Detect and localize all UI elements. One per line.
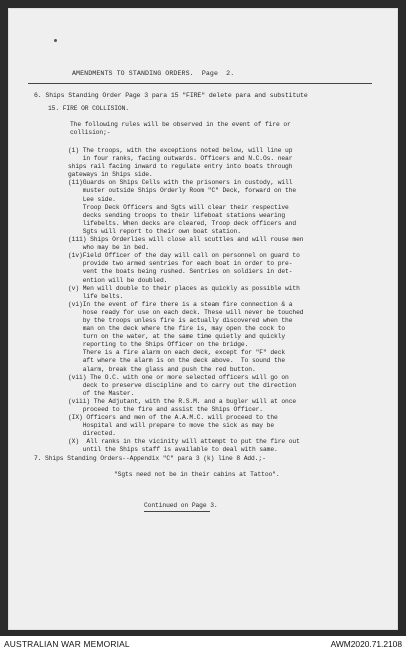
section-title: 15. FIRE OR COLLISION. bbox=[48, 105, 129, 112]
continued-underline bbox=[144, 511, 210, 512]
footer-accession-id: AWM2020.71.2108 bbox=[330, 639, 402, 649]
paragraph-7: 7. Ships Standing Orders--Appendix "C" para 3 (k) line 8 Add.;- bbox=[34, 455, 266, 462]
quoted-note: "Sgts need not be in their cabins at Tattoo". bbox=[114, 471, 280, 478]
continued-note: Continued on Page 3. bbox=[144, 502, 218, 509]
rules-list: (1) The troops, with the exceptions noted below, will line up in four ranks, facing outwards. Officers and N.C.Os. near ships rail facing inward to regulate entry into boats through gateways in Ships side. (11)Guards on Ships Cells with the prisoners in custody, will muster outside Ships Orderly Room "C" Deck, forward on the Lee side. Troop Deck Officers and Sgts will clear their respective decks sending troops to their lifeboat stations wearing lifebelts. When decks are cleared, Troop deck officers and Sgts will report to their own boat station. (111) Ships Orderlies will close all scuttles and will rouse men who may be in bed. (1v)Field Officer of the day will call on personnel on guard to provide two armed sentries for each boat in order to pre- vent the boats being rushed. Sentries on soldiers in det- ention will be doubled. (v) Men will double to their places as quickly as possible with life belts. (vi)In the event of fire there is a steam fire connection & a hose ready for use on each deck. These will never be touched by the troops unless fire is actually discovered when the man on the deck where the fire is, may open the cock to turn on the water, at the same time quietly and quickly reporting to the Ships Officer on the bridge. There is a fire alarm on each deck, except for "F" deck aft where the alarm is on the deck above. To sound the alarm, break the glass and push the red button. (vii) The O.C. with one or more selected officers will go on deck to preserve discipline and to carry out the direction of the Master. (viii) The Adjutant, with the R.S.M. and a bugler will at once proceed to the fire and assist the Ships Officer. (IX) Officers and men of the A.A.M.C. will proceed to the Hospital and will prepare to move the sick as may be directed. (X) All ranks in the vicinity will attempt to put the fire out until the Ships staff is available to deal with same. bbox=[68, 147, 304, 454]
document-page bbox=[8, 8, 398, 630]
punch-mark bbox=[54, 39, 57, 42]
page-heading: AMENDMENTS TO STANDING ORDERS. Page 2. bbox=[72, 70, 235, 77]
heading-rule bbox=[28, 83, 372, 84]
paragraph-6: 6. Ships Standing Order Page 3 para 15 "FIRE" delete para and substitute bbox=[34, 92, 308, 99]
intro-text: The following rules will be observed in the event of fire or collision;- bbox=[70, 121, 291, 137]
footer-bar bbox=[0, 636, 406, 653]
footer-institution: AUSTRALIAN WAR MEMORIAL bbox=[4, 639, 130, 649]
